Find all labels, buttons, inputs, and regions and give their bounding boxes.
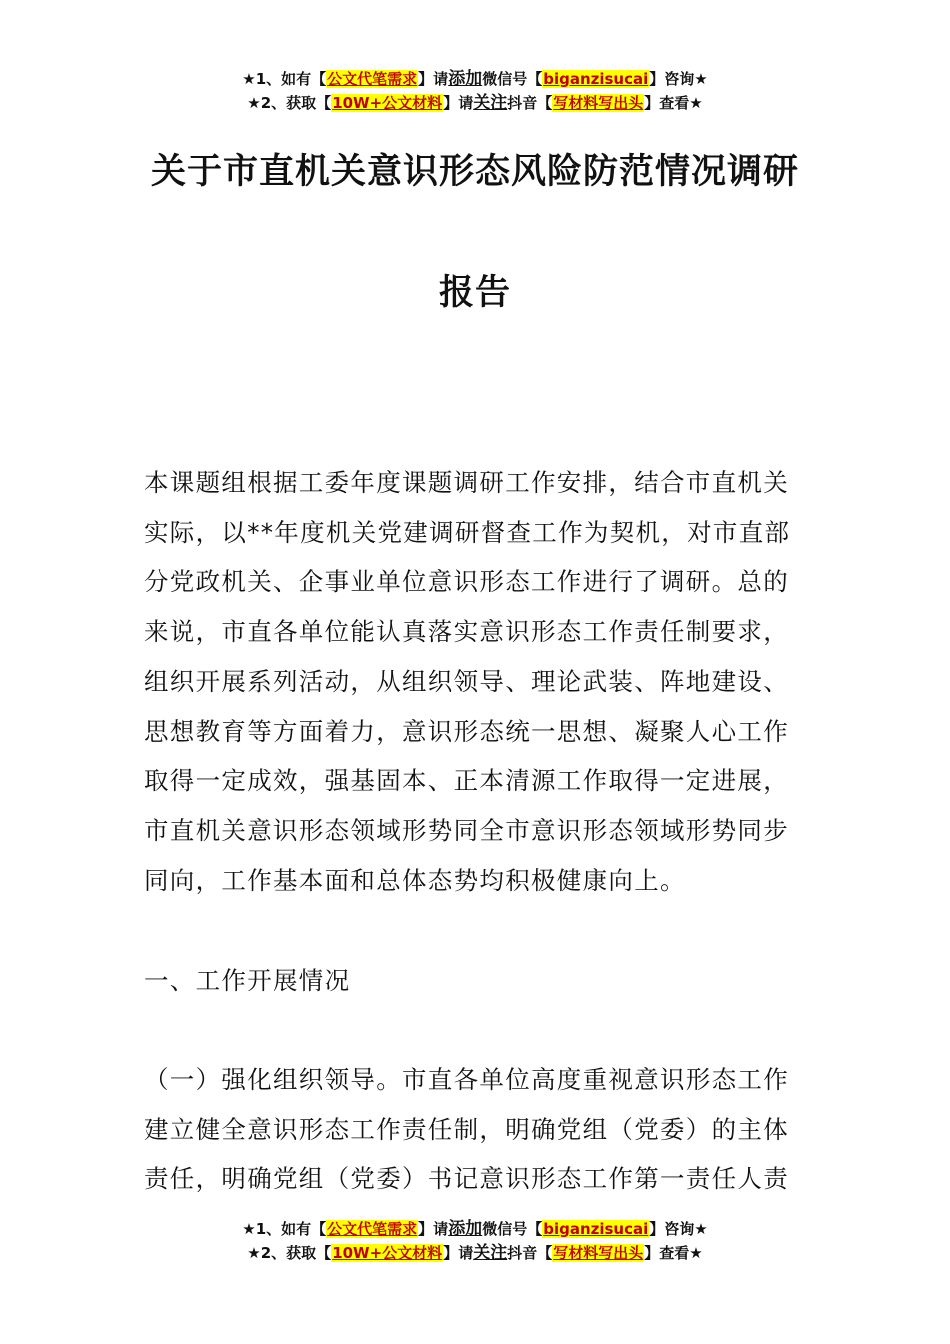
- promo-text: 抖音【: [507, 94, 553, 112]
- promo-account: biganzisucai: [543, 70, 649, 88]
- header-promo: [0, 67, 950, 115]
- section-heading: 一、工作开展情况: [144, 966, 351, 995]
- promo-line-1: [0, 67, 950, 91]
- paragraph-line: 分党政机关、企事业单位意识形态工作进行了调研。总的: [144, 567, 789, 597]
- document-title-line-1: 关于市直机关意识形态风险防范情况调研: [150, 152, 799, 192]
- promo-text: 】请: [443, 94, 474, 112]
- promo-highlight: 公文代笔需求: [327, 1220, 418, 1238]
- paragraph-line: 组织开展系列活动，从组织领导、理论武装、阵地建设、: [144, 666, 789, 696]
- paragraph-line: 来说，市直各单位能认真落实意识形态工作责任制要求，: [144, 617, 789, 647]
- promo-highlight: 10W+公文材料: [332, 94, 443, 112]
- promo-account: biganzisucai: [543, 1220, 649, 1238]
- promo-text: 】查看★: [644, 1244, 703, 1262]
- promo-highlight: 10W+公文材料: [332, 1244, 443, 1262]
- paragraph-line: 实际，以**年度机关党建调研督查工作为契机，对市直部: [144, 517, 791, 547]
- promo-underlined: 关注: [473, 1243, 508, 1263]
- promo-text: 】请: [418, 70, 449, 88]
- paragraph-line: 取得一定成效，强基固本、正本清源工作取得一定进展，: [144, 766, 789, 796]
- paragraph-line: 本课题组根据工委年度课题调研工作安排，结合市直机关: [144, 468, 789, 497]
- promo-account: 写材料写出头: [553, 1244, 644, 1262]
- promo-text: 抖音【: [507, 1244, 553, 1262]
- paragraph-line: 思想教育等方面着力，意识形态统一思想、凝聚人心工作: [144, 716, 789, 746]
- paragraph-line: 建立健全意识形态工作责任制，明确党组（党委）的主体: [144, 1114, 789, 1144]
- paragraph-line: 同向，工作基本面和总体态势均积极健康向上。: [144, 865, 686, 895]
- promo-text: 微信号【: [482, 1220, 543, 1238]
- promo-text: 微信号【: [482, 70, 543, 88]
- promo-line-2: [0, 1241, 950, 1265]
- promo-highlight: 公文代笔需求: [327, 70, 418, 88]
- promo-underlined: 关注: [473, 93, 508, 113]
- promo-text: 】咨询★: [649, 1220, 708, 1238]
- promo-text: 】请: [418, 1220, 449, 1238]
- promo-underlined: 添加: [448, 69, 483, 89]
- promo-text: 】查看★: [644, 94, 703, 112]
- footer-promo: [0, 1217, 950, 1265]
- promo-text: ★2、获取【: [247, 94, 332, 112]
- promo-text: 】咨询★: [649, 70, 708, 88]
- document-title-line-2: 报告: [438, 273, 511, 313]
- body-paragraph: [144, 1055, 814, 1204]
- promo-text: ★2、获取【: [247, 1244, 332, 1262]
- promo-line-2: [0, 91, 950, 115]
- promo-text: ★1、如有【: [242, 70, 327, 88]
- promo-underlined: 添加: [448, 1219, 483, 1239]
- paragraph-line: 市直机关意识形态领域形势同全市意识形态领域形势同步: [144, 815, 789, 845]
- promo-text: ★1、如有【: [242, 1220, 327, 1238]
- promo-line-1: [0, 1217, 950, 1241]
- intro-paragraph: [144, 458, 814, 905]
- paragraph-line: 责任，明确党组（党委）书记意识形态工作第一责任人责: [144, 1164, 789, 1194]
- promo-text: 】请: [443, 1244, 474, 1262]
- paragraph-line: （一）强化组织领导。市直各单位高度重视意识形态工作: [144, 1065, 789, 1094]
- promo-account: 写材料写出头: [553, 94, 644, 112]
